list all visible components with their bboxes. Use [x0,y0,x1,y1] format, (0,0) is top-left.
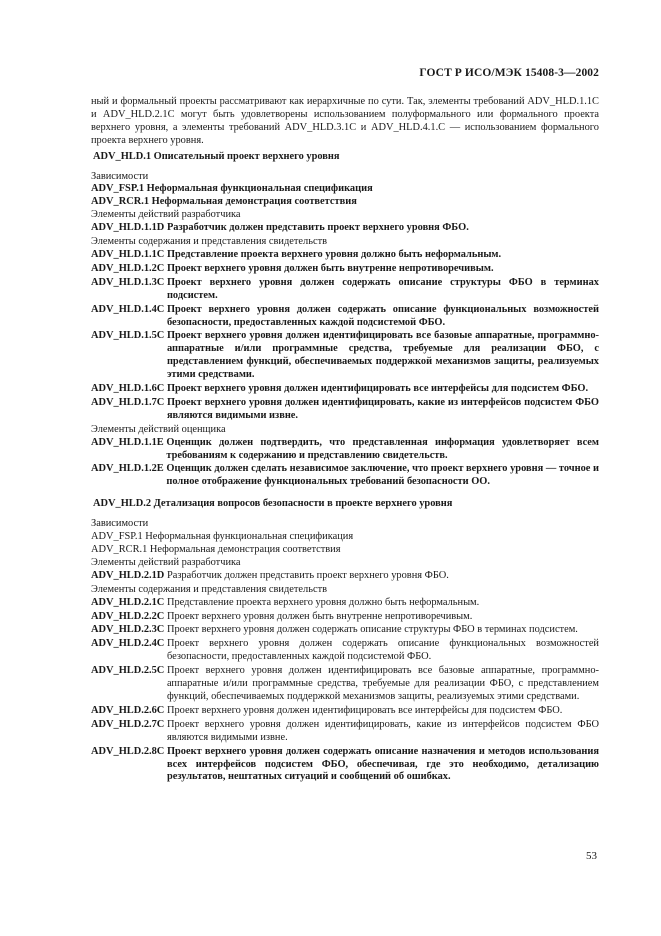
intro-paragraph: ный и формальный проекты рассматривают как иерархичные по сути. Так, элементы требований ADV_HLD.1.1C и ADV_HLD.2.1C могут быть удовлетворены использованием полуформального или формального проекта верхнего уровня, а элементы требований ADV_HLD.3.1C и ADV_HLD.4.1.C — использованием формального проекта верхнего уровня. [91,96,599,146]
requirement-text: Представление проекта верхнего уровня должно быть неформальным. [166,596,480,608]
requirement-item [91,263,599,276]
requirement-item [91,437,599,463]
requirement-code: ADV_HLD.1.1D [91,222,165,234]
requirement-item [91,222,599,235]
requirement-item [91,719,599,745]
requirement-item [91,397,599,423]
requirement-code: ADV_HLD.1.4C [91,303,165,315]
dependency-item: ADV_FSP.1 Неформальная функциональная спецификация [91,183,373,195]
requirement-text: Проект верхнего уровня должен быть внутренне непротиворечивым. [166,610,473,622]
requirement-text: Проект верхнего уровня должен идентифицировать все базовые аппаратные, программно-аппаратные и/или программные средства, требуемые для реализации ФБО, с представлением функций, обеспечиваемых поддержкой механизмов защиты, реализуемых этими средствами. [166,330,599,381]
dependency-item: ADV_RCR.1 Неформальная демонстрация соответствия [91,196,357,208]
requirement-text: Проект верхнего уровня должен содержать описание назначения и методов использования всех интерфейсов подсистем ФБО, обеспечивая, где это необходимо, детализацию результатов, нештатных ситуаций и сообщений об ошибках. [166,745,599,783]
requirement-item [91,705,599,718]
requirement-item [91,330,599,382]
developer-actions-label: Элементы действий разработчика [91,556,241,568]
requirement-item [91,638,599,664]
content-elements-label: Элементы содержания и представления свидетельств [91,236,328,248]
requirement-text: Оценщик должен подтвердить, что представленная информация удовлетворяет всем требованиям к содержанию и представлению свидетельств. [166,436,599,461]
requirement-code: ADV_HLD.1.7C [91,396,165,408]
page-content [91,96,599,785]
requirement-text: Проект верхнего уровня должен идентифицировать все интерфейсы для подсистем ФБО. [166,383,589,395]
requirement-text: Представление проекта верхнего уровня должно быть неформальным. [166,248,502,260]
requirement-code: ADV_HLD.1.6C [91,383,165,395]
requirement-item [91,249,599,262]
requirement-text: Проект верхнего уровня должен идентифицировать, какие из интерфейсов подсистем ФБО являются видимыми извне. [166,396,599,421]
content-elements-label: Элементы содержания и представления свидетельств [91,583,328,595]
requirement-item [91,597,599,610]
dependencies-label: Зависимости [91,170,149,182]
developer-actions-label: Элементы действий разработчика [91,209,241,221]
requirement-code: ADV_HLD.2.3C [91,624,165,636]
requirement-code: ADV_HLD.2.8C [91,745,165,757]
requirement-text: Проект верхнего уровня должен содержать описание структуры ФБО в терминах подсистем. [166,276,599,301]
requirement-text: Проект верхнего уровня должен идентифицировать все базовые аппаратные, программно-аппаратные и/или программные средства, требуемые для реализации ФБО, с представлением функций, обеспечиваемых поддержкой механизмов защиты, реализуемых этими средствами. [166,665,599,702]
requirement-text: Проект верхнего уровня должен быть внутренне непротиворечивым. [166,262,494,274]
requirement-item [91,277,599,303]
requirement-item [91,611,599,624]
document-header: ГОСТ Р ИСО/МЭК 15408-3—2002 [419,67,599,79]
evaluator-actions-label: Элементы действий оценщика [91,423,226,435]
requirement-item [91,665,599,704]
requirement-code: ADV_HLD.2.5C [91,665,165,677]
requirement-code: ADV_HLD.1.2C [91,262,165,274]
requirement-item [91,463,599,489]
requirement-code: ADV_HLD.2.2C [91,610,165,622]
requirement-code: ADV_HLD.2.7C [91,718,165,730]
requirement-text: Оценщик должен сделать независимое заключение, что проект верхнего уровня — точное и полное отображение функциональных требований безопасности ОО. [166,463,599,488]
requirement-item [91,746,599,785]
requirement-code: ADV_HLD.1.1C [91,248,165,260]
requirement-text: Разработчик должен представить проект верхнего уровня ФБО. [166,569,449,581]
requirement-code: ADV_HLD.2.1C [91,596,165,608]
requirement-item [91,624,599,637]
requirement-text: Проект верхнего уровня должен содержать описание структуры ФБО в терминах подсистем. [166,624,578,636]
requirement-text: Проект верхнего уровня должен идентифицировать, какие из интерфейсов подсистем ФБО являются видимыми извне. [166,718,599,743]
requirement-code: ADV_HLD.1.1E [91,436,164,448]
dependency-item: ADV_RCR.1 Неформальная демонстрация соответствия [91,544,341,555]
dependency-item: ADV_FSP.1 Неформальная функциональная спецификация [91,531,354,543]
requirement-code: ADV_HLD.2.1D [91,569,165,581]
requirement-code: ADV_HLD.2.4C [91,638,165,650]
requirement-code: ADV_HLD.2.6C [91,704,165,716]
requirement-code: ADV_HLD.1.3C [91,276,165,288]
requirement-text: Проект верхнего уровня должен содержать описание функциональных возможностей безопасности, предоставленных каждой подсистемой ФБО. [166,638,599,663]
dependencies-label: Зависимости [91,518,149,530]
requirement-text: Проект верхнего уровня должен содержать описание функциональных возможностей безопасности, предоставленных каждой подсистемой ФБО. [166,303,599,328]
requirement-text: Проект верхнего уровня должен идентифицировать все интерфейсы для подсистем ФБО. [166,704,563,716]
requirement-item [91,383,599,396]
section-title-hld2: ADV_HLD.2 Детализация вопросов безопасности в проекте верхнего уровня [93,498,453,510]
requirement-code: ADV_HLD.1.2E [91,463,164,475]
requirement-item [91,304,599,330]
requirement-item [91,570,599,583]
page-number: 53 [586,850,597,862]
requirement-code: ADV_HLD.1.5C [91,330,165,342]
section-title-hld1: ADV_HLD.1 Описательный проект верхнего уровня [93,150,340,162]
requirement-text: Разработчик должен представить проект верхнего уровня ФБО. [166,222,469,234]
